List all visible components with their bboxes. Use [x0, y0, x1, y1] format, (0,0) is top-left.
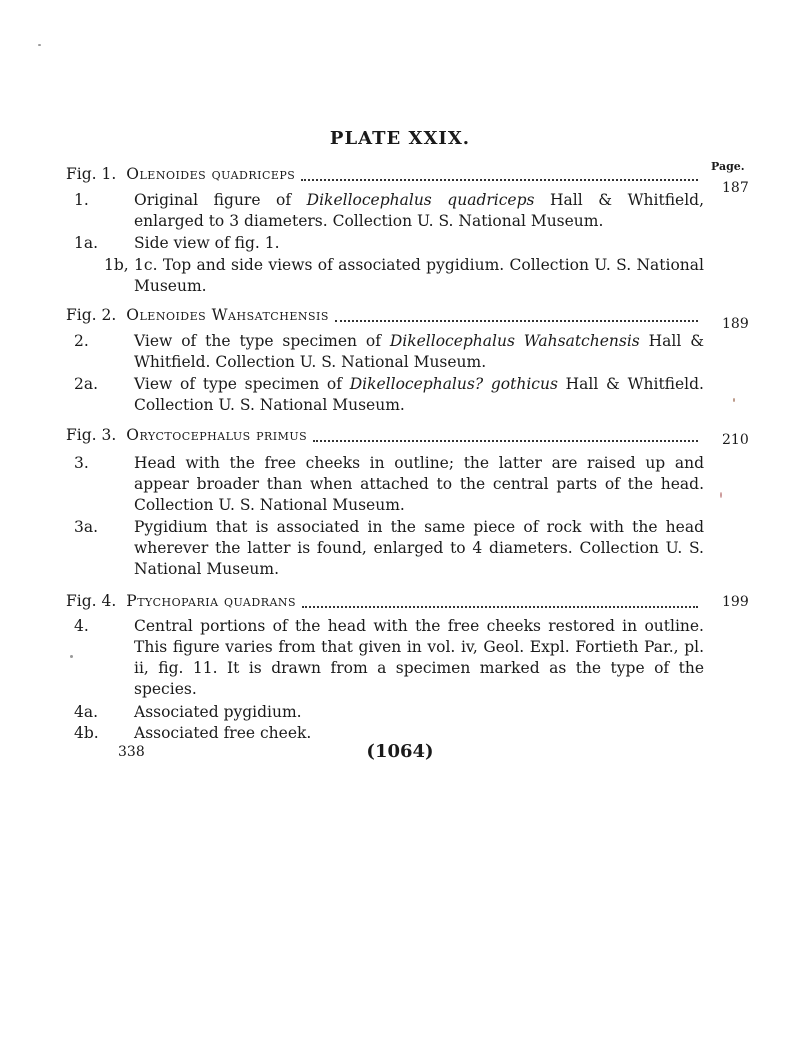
figure-entry	[74, 331, 704, 373]
scan-speck	[38, 44, 41, 46]
page-number: 199	[722, 594, 749, 610]
figure-heading	[66, 426, 698, 448]
figure-entry	[104, 255, 704, 297]
figure-label: Fig. 3.	[66, 426, 117, 444]
figure-label: Fig. 2.	[66, 306, 117, 324]
scan-speck	[720, 492, 722, 498]
entry-italic: Dikellocephalus? gothicus	[349, 375, 558, 393]
figure-heading	[66, 165, 698, 187]
figure-entry	[74, 233, 704, 254]
entry-number: 4a.	[74, 703, 99, 721]
page-column-header: Page.	[711, 160, 745, 173]
entry-text: View of type specimen of	[134, 375, 350, 393]
dot-leader	[301, 179, 698, 181]
page-number: 189	[722, 316, 749, 332]
entry-text: Associated free cheek.	[134, 724, 312, 742]
scan-speck	[70, 655, 73, 658]
dot-leader	[302, 606, 698, 608]
entry-number: 3.	[74, 454, 89, 472]
figure-label: Fig. 4.	[66, 592, 117, 610]
figure-entry	[74, 616, 704, 700]
dot-leader	[313, 440, 698, 442]
entry-number: 4b.	[74, 724, 99, 742]
folio-number: 338	[118, 744, 145, 760]
figure-entry	[74, 517, 704, 580]
entry-text: Central portions of the head with the free cheeks restored in outline. This figure varies from that given in vol. iv, Geol. Expl. Fortieth Par., pl. ii, fig. 11. It is drawn from a specimen marked as the type of the species.	[134, 617, 704, 698]
entry-number: 2.	[74, 332, 89, 350]
entry-italic: Dikellocephalus Wahsatchensis	[389, 332, 640, 350]
entry-italic: Dikellocephalus quadriceps	[306, 191, 535, 209]
figure-entry	[74, 374, 704, 416]
entry-text: Top and side views of associated pygidium. Collection U. S. National Museum.	[134, 256, 704, 295]
continuous-page-number: (1064)	[366, 741, 434, 762]
page-number: 187	[722, 180, 749, 196]
scan-speck	[733, 398, 735, 402]
taxon-name: Ptychoparia quadrans	[126, 592, 297, 610]
entry-text: Associated pygidium.	[134, 703, 302, 721]
entry-number: 1a.	[74, 234, 99, 252]
figure-entry	[74, 702, 704, 723]
dot-leader	[335, 320, 698, 322]
plate-title: PLATE XXIX.	[329, 128, 471, 149]
figure-entry	[74, 453, 704, 516]
page-number: 210	[722, 432, 749, 448]
taxon-name: Oryctocephalus primus	[126, 426, 308, 444]
figure-entry	[74, 190, 705, 232]
figure-label: Fig. 1.	[66, 165, 117, 183]
entry-text: Original figure of	[134, 191, 307, 209]
figure-heading	[66, 592, 698, 614]
entry-number: 2a.	[74, 375, 99, 393]
taxon-name: Olenoides quadriceps	[126, 165, 296, 183]
entry-number: 3a.	[74, 518, 99, 536]
entry-text: Hall & Whitfield. Collection U. S. National Museum.	[134, 375, 704, 414]
entry-text: Hall & Whitfield. Collection U. S. National Museum.	[134, 332, 704, 371]
figure-heading	[66, 306, 698, 328]
entry-number: 1.	[74, 191, 89, 209]
entry-text: Head with the free cheeks in outline; the latter are raised up and appear broader than when attached to the central parts of the head. Collection U. S. National Museum.	[134, 454, 704, 514]
taxon-name: Olenoides Wahsatchensis	[126, 306, 329, 324]
entry-text: Pygidium that is associated in the same piece of rock with the head wherever the latter is found, enlarged to 4 diameters. Collection U. S. National Museum.	[134, 518, 704, 578]
entry-text: Side view of fig. 1.	[134, 234, 280, 252]
entry-number: 1b, 1c.	[104, 256, 158, 274]
entry-text: View of the type specimen of	[134, 332, 390, 350]
entry-number: 4.	[74, 617, 89, 635]
entry-text: Hall & Whitfield, enlarged to 3 diameters. Collection U. S. National Museum.	[134, 191, 705, 230]
